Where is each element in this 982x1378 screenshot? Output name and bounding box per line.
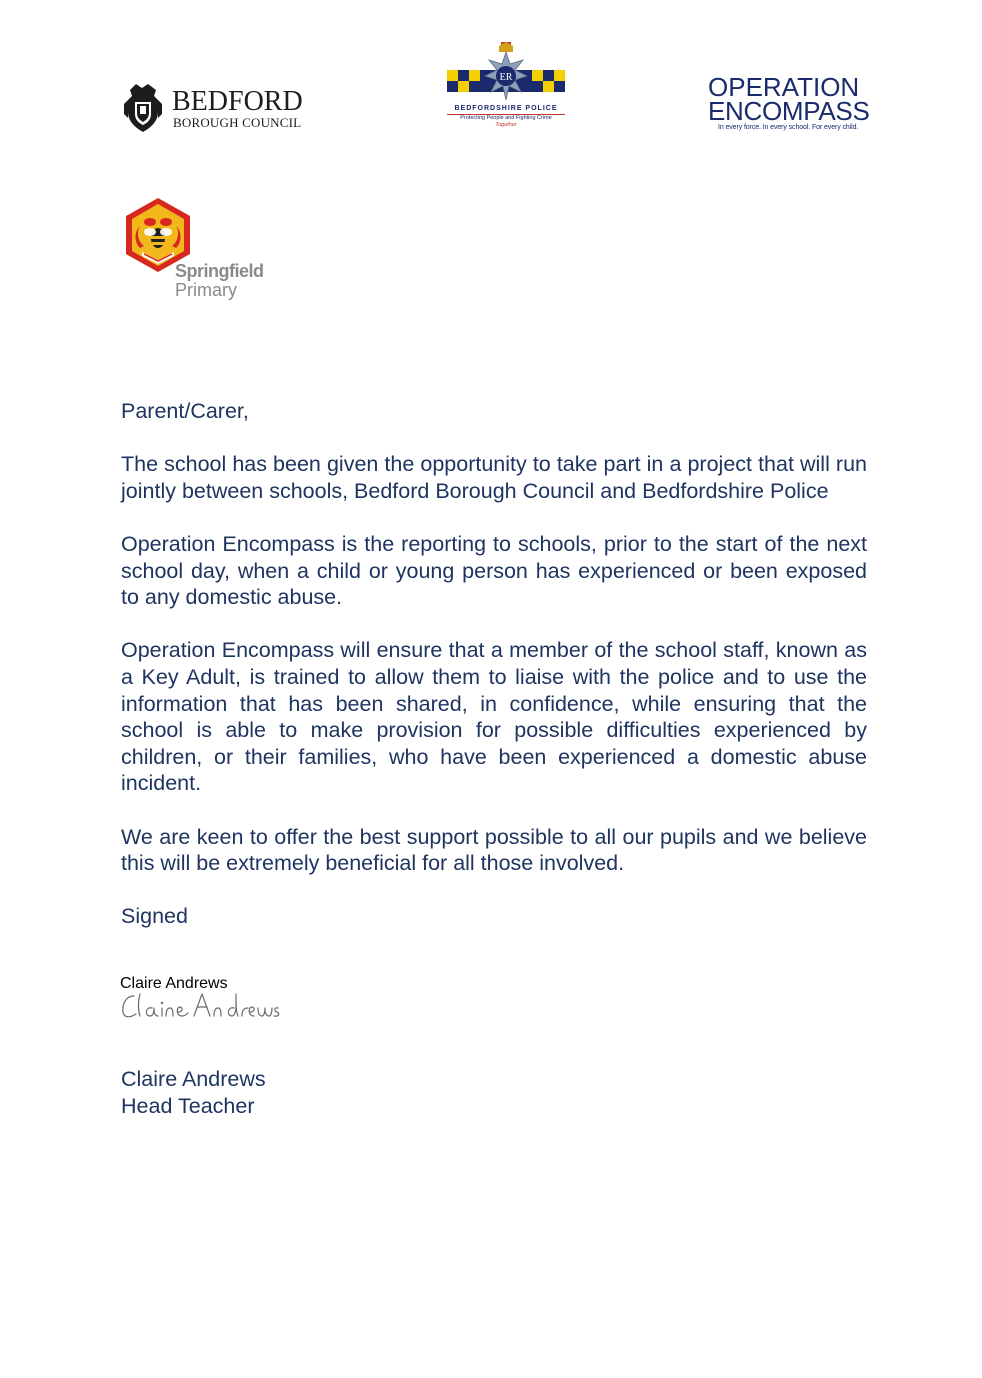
signatory-role: Head Teacher <box>121 1093 255 1118</box>
encompass-tagline: In every force. In every school. For every child. <box>718 124 859 131</box>
encompass-line-operation: OPERATION <box>708 72 860 102</box>
paragraph-key-adult: Operation Encompass will ensure that a member of the school staff, known as a Key Adult, is trained to allow them to liaise with the police and to use the information that has been shared, in confidence, while ensuring that the school is able to make provision for possible difficulties experienced by children, or their families, who have been experienced a domestic abuse incident. <box>121 638 867 796</box>
signatory-name: Claire Andrews <box>121 1067 266 1091</box>
paragraph-support: We are keen to offer the best support possible to all our pupils and we believe this will be extremely beneficial for all those involved. <box>121 824 867 876</box>
bedford-borough-council-logo <box>122 82 322 134</box>
police-subtitle: Protecting People and Fighting Crime <box>460 115 552 121</box>
handwritten-signature <box>120 975 280 1028</box>
police-crest-letters: ER <box>499 72 513 83</box>
bedford-name: BEDFORD <box>172 86 303 117</box>
bedfordshire-police-logo <box>447 42 565 138</box>
signed-label: Signed <box>121 904 188 929</box>
paragraph-project: The school has been given the opportunity to take part in a project that will run jointly between schools, Bedford Borough Council and Bedfordshire Police <box>121 452 867 503</box>
primary-name: Primary <box>175 280 237 300</box>
operation-encompass-logo <box>708 74 868 136</box>
sign-off <box>121 1066 266 1119</box>
springfield-primary-logo <box>120 196 290 304</box>
police-tagline: Together <box>495 122 517 128</box>
police-star-crest-icon <box>481 42 531 108</box>
letter-body <box>121 398 867 940</box>
paragraph-definition: Operation Encompass is the reporting to schools, prior to the start of the next school day, when a child or young person has experienced or been exposed to any domestic abuse. <box>121 531 867 610</box>
borough-council-name: BOROUGH COUNCIL <box>173 115 302 130</box>
signature-alt-text: Claire Andrews <box>120 975 228 992</box>
police-title: BEDFORDSHIRE POLICE <box>454 105 558 112</box>
springfield-name: Springfield <box>175 261 264 281</box>
encompass-line-encompass: ENCOMPASS <box>708 96 870 126</box>
council-crest-icon <box>122 82 164 134</box>
salutation: Parent/Carer, <box>121 399 249 423</box>
